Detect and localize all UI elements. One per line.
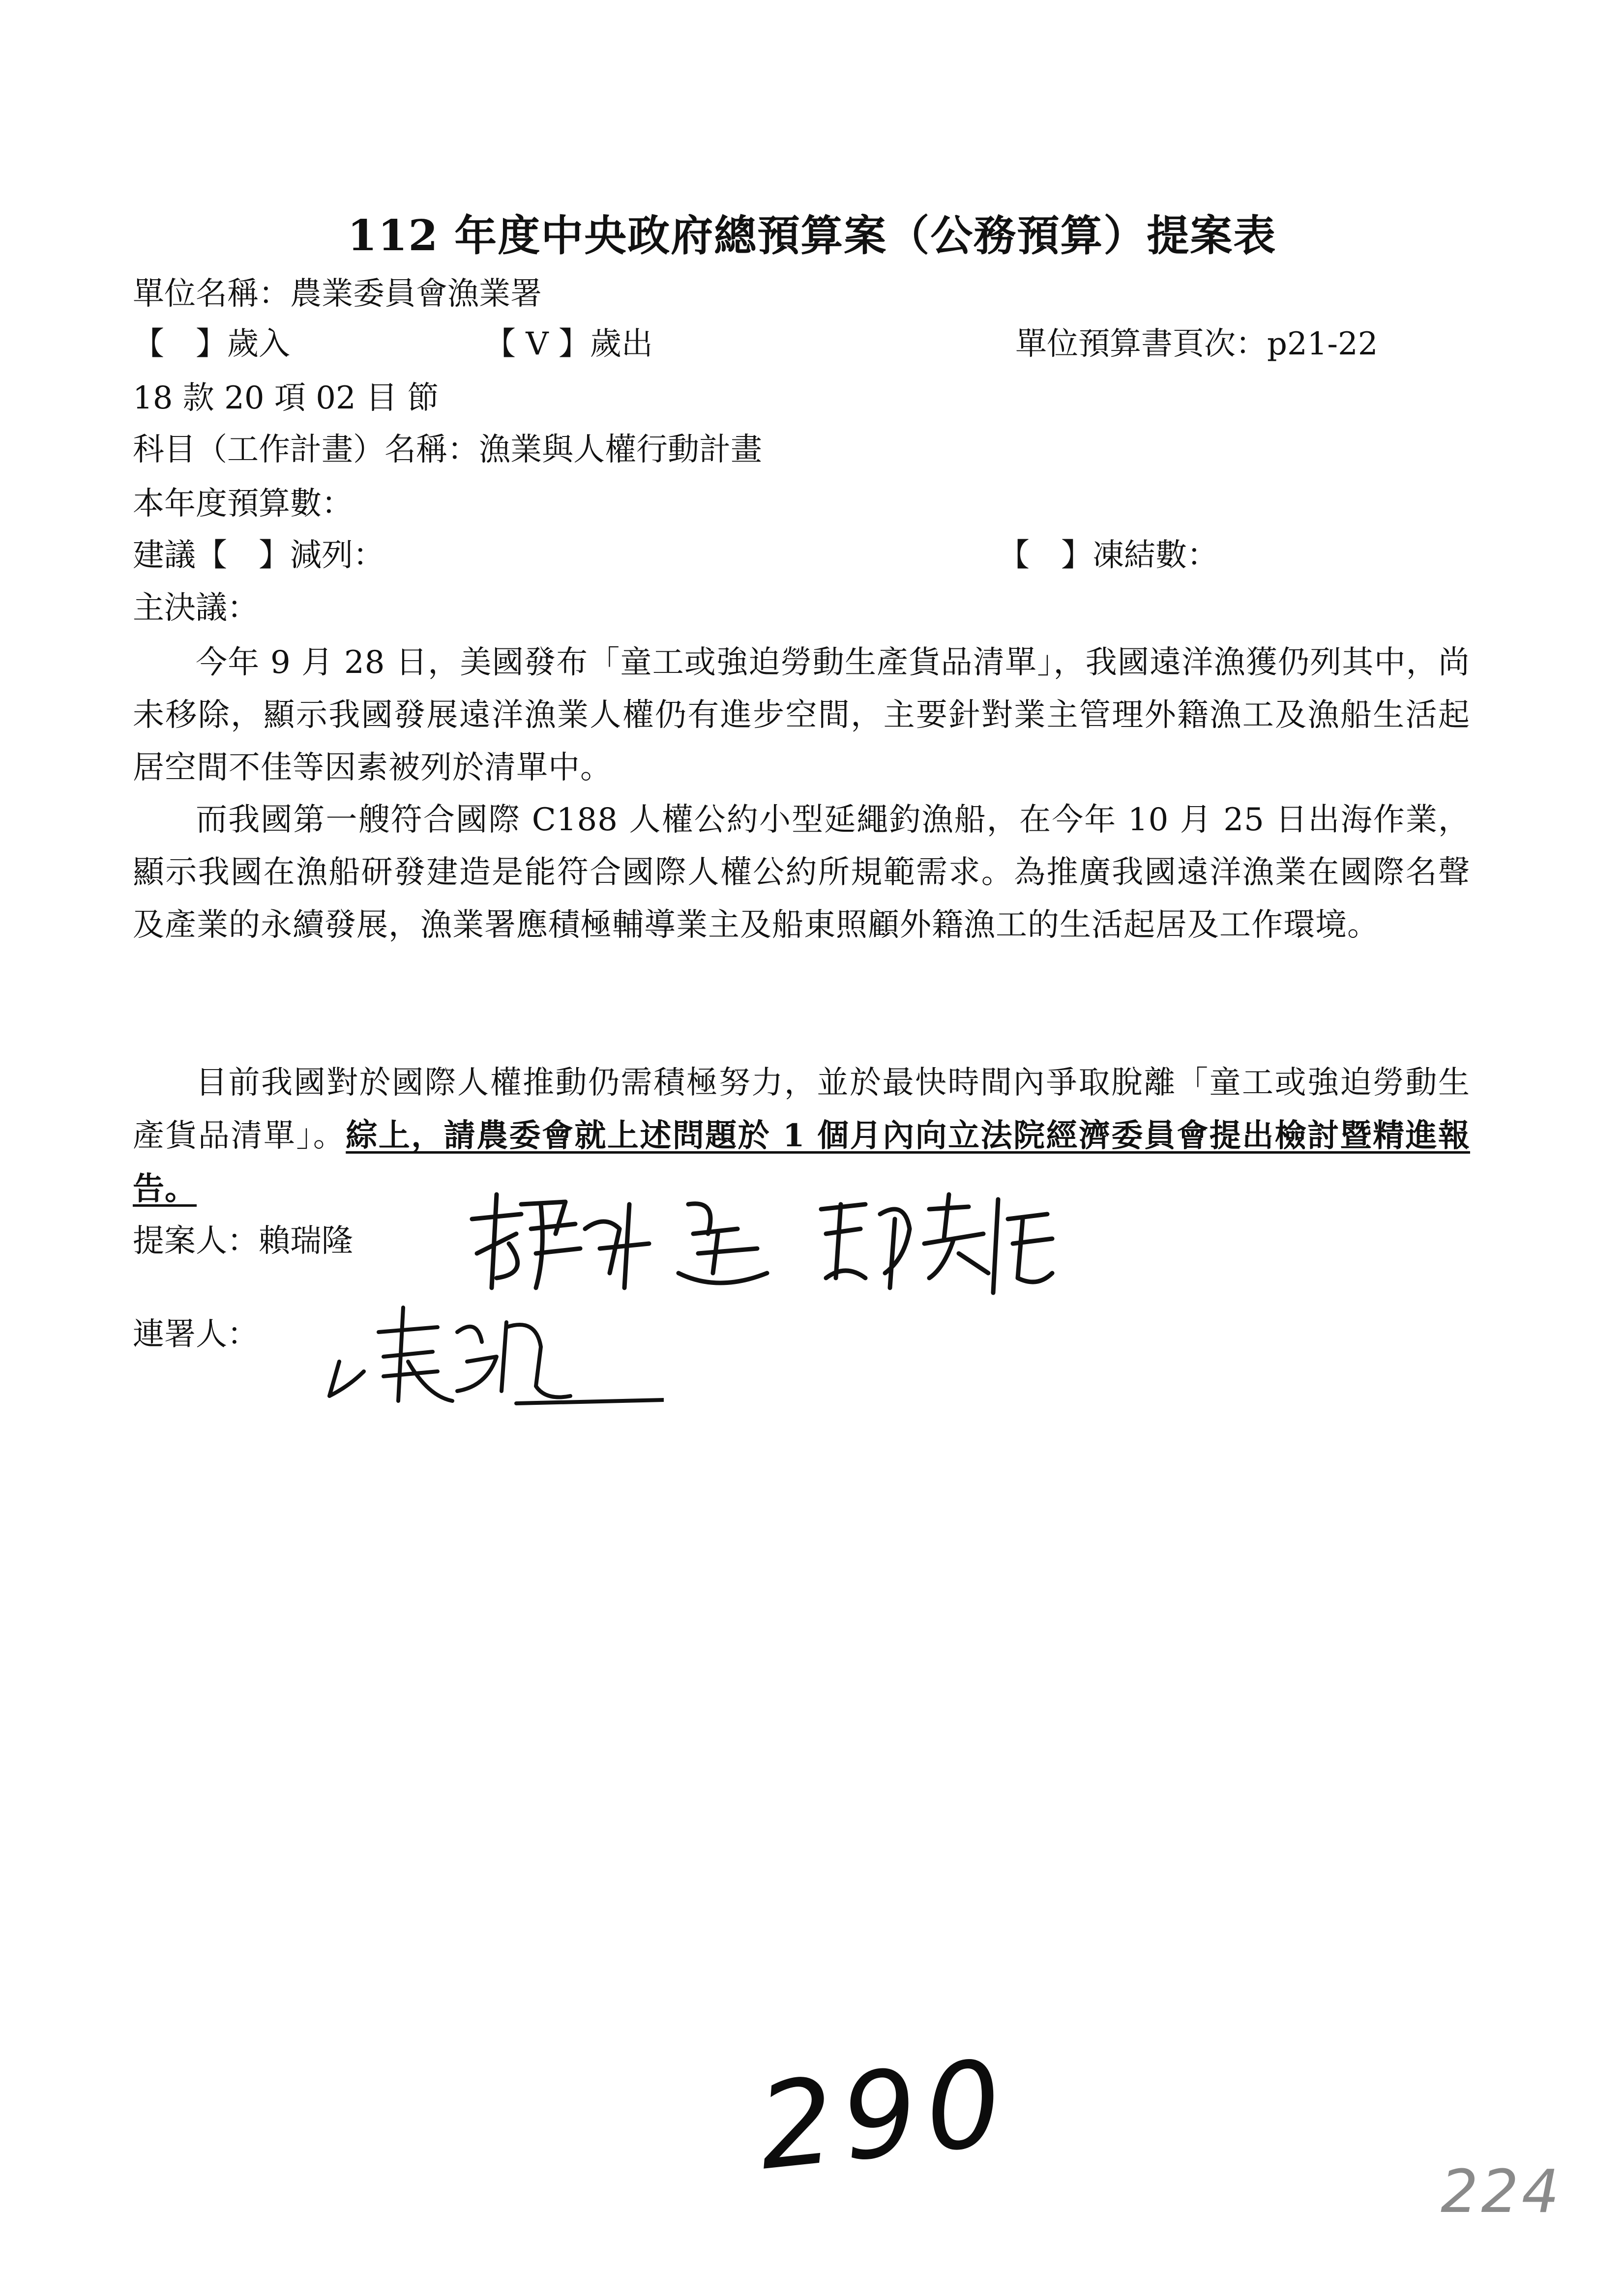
- freeze-line: 【 】凍結數：: [998, 537, 1218, 574]
- subject-name-line: 科目（工作計畫）名稱：漁業與人權行動計畫: [133, 432, 762, 468]
- resolution-paragraph-1: 今年 9 月 28 日，美國發布「童工或強迫勞動生產貨品清單」，我國遠洋漁獲仍列其中，尚未移除，顯示我國發展遠洋漁業人權仍有進步空間，主要針對業主管理外籍漁工及漁船生活起居空間不佳等因素被列於清單中。: [133, 644, 1470, 786]
- resolution-paragraph-3: [133, 1057, 1470, 1216]
- budget-items-line: 18 款 20 項 02 目 節: [133, 380, 439, 416]
- expense-checkbox-label: 【 V 】歲出: [484, 326, 653, 362]
- proposer-signature-2: [806, 1180, 1062, 1303]
- proposer-line: 提案人：賴瑞隆: [133, 1223, 353, 1259]
- document-title: 112 年度中央政府總預算案（公務預算）提案表: [347, 211, 1277, 261]
- paragraph-3-text: 目前我國對於國際人權推動仍需積極努力，並於最快時間內爭取脫離「童工或強迫勞動生產貨品清單」。: [133, 1065, 1470, 1154]
- resolution-label: 主決議：: [133, 590, 259, 626]
- revenue-checkbox-label: 【 】歲入: [133, 326, 290, 362]
- reduction-line: 建議【 】減列：: [133, 537, 384, 574]
- corner-page-number: 224: [1441, 2158, 1563, 2226]
- handwritten-page-number: 290: [751, 2033, 1017, 2197]
- cosigner-signature: [310, 1288, 664, 1416]
- resolution-paragraph-2: 而我國第一艘符合國際 C188 人權公約小型延繩釣漁船，在今年 10 月 25 日出海作業，顯示我國在漁船研發建造是能符合國際人權公約所規範需求。為推廣我國遠洋漁業在國際名聲及產業的永續發展，漁業署應積極輔導業主及船東照顧外籍漁工的生活起居及工作環境。: [133, 802, 1470, 943]
- paragraph-3-emphasis: 綜上，請農委會就上述問題於 1 個月內向立法院經濟委員會提出檢討暨精進報告。: [133, 1117, 1471, 1207]
- budget-amount-line: 本年度預算數：: [133, 486, 353, 522]
- proposer-signature-1: [462, 1175, 777, 1303]
- unit-name-line: 單位名稱：農業委員會漁業署: [133, 276, 542, 312]
- budget-page-reference: 單位預算書頁次：p21-22: [1015, 326, 1378, 362]
- cosigner-label: 連署人：: [133, 1316, 259, 1353]
